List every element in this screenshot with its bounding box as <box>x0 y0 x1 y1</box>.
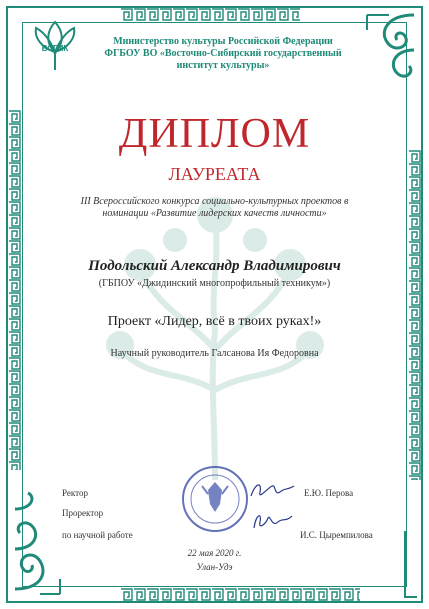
bottom-meander-band <box>120 588 360 601</box>
contest-description <box>40 196 389 220</box>
prorector-name: И.С. Цыремпилова <box>300 530 373 540</box>
rector-signature <box>248 478 298 502</box>
institute-line: ФГБОУ ВО «Восточно-Сибирский государственный <box>104 48 342 59</box>
diploma-title: ДИПЛОМ <box>118 111 311 157</box>
logo-text: ВСГИК <box>41 44 69 53</box>
diploma-subtitle: ЛАУРЕАТА <box>168 164 261 184</box>
recipient-name: Подольский Александр Владимирович <box>88 258 341 274</box>
issue-city: Улан-Удэ <box>196 562 233 572</box>
institution-header <box>84 36 362 72</box>
prorector-signature <box>250 508 296 534</box>
issue-date: 22 мая 2020 г. <box>187 548 242 558</box>
ministry-line: Министерство культуры Российской Федерации <box>113 36 333 47</box>
prorector-label-2: по научной работе <box>62 530 133 540</box>
top-right-ornament <box>359 10 419 90</box>
contest-line-1: III Всероссийского конкурса социально-культурных проектов в <box>80 196 349 207</box>
rector-name: Е.Ю. Перова <box>304 488 354 498</box>
rector-label: Ректор <box>62 488 88 498</box>
top-meander-band <box>120 8 300 21</box>
contest-line-2: номинации «Развитие лидерских качеств личности» <box>102 208 327 219</box>
prorector-label: Проректор <box>62 508 104 518</box>
institute-line-2: институт культуры» <box>176 60 270 71</box>
recipient-organization: (ГБПОУ «Джидинский многопрофильный техникум») <box>98 278 331 289</box>
project-title: Проект «Лидер, всё в твоих руках!» <box>107 314 322 329</box>
official-stamp <box>180 464 250 534</box>
bottom-left-ornament <box>10 489 70 599</box>
tree-watermark <box>70 180 360 480</box>
supervisor-line: Научный руководитель Галсанова Ия Федоровна <box>110 348 319 359</box>
